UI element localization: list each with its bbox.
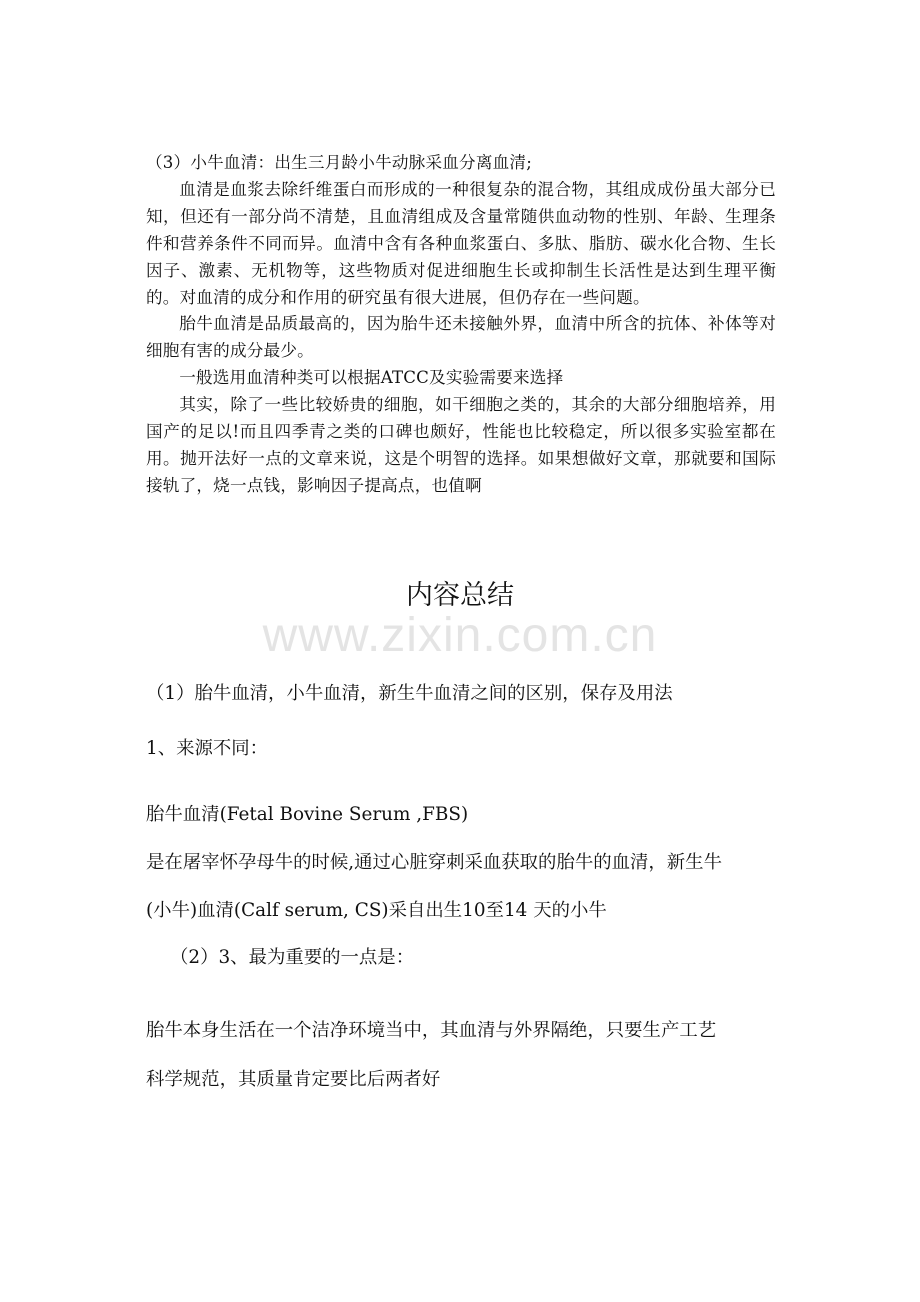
- paragraph-domestic-serum: 其实，除了一些比较娇贵的细胞，如干细胞之类的，其余的大部分细胞培养，用国产的足以!而且四季青之类的口碑也颇好，性能也比较稳定，所以很多实验室都在用。抛开法好一点的文章来说，这是个明智的选择。如果想做好文章，那就要和国际接轨了，烧一点钱，影响因子提高点，也值啊: [146, 395, 776, 495]
- summary-line-4: 是在屠宰怀孕母牛的时候,通过心脏穿刺采血获取的胎牛的血清，新生牛: [146, 852, 722, 873]
- watermark: www.zixin.com.cn: [262, 609, 658, 662]
- paragraph-calf-serum-definition: （3）小牛血清：出生三月龄小牛动脉采血分离血清;: [146, 153, 533, 172]
- summary-line-2: 1、来源不同：: [146, 738, 269, 759]
- summary-line-8: 科学规范，其质量肯定要比后两者好: [146, 1069, 441, 1090]
- top-text-block: [146, 150, 776, 500]
- section-heading: 内容总结: [406, 580, 514, 611]
- paragraph-serum-selection: 一般选用血清种类可以根据ATCC及实验需要来选择: [179, 368, 564, 388]
- summary-line-6: （2）3、最为重要的一点是：: [170, 947, 415, 968]
- summary-line-1: （1）胎牛血清，小牛血清，新生牛血清之间的区别，保存及用法: [146, 683, 673, 704]
- summary-line-5: (小牛)血清(Calf serum, CS)采自出生10至14 天的小牛: [146, 900, 607, 921]
- paragraph-serum-composition: 血清是血浆去除纤维蛋白而形成的一种很复杂的混合物，其组成成份虽大部分已知，但还有一部分尚不清楚，且血清组成及含量常随供血动物的性别、年龄、生理条件和营养条件不同而异。血清中含有各种血浆蛋白、多肽、脂肪、碳水化合物、生长因子、激素、无机物等，这些物质对促进细胞生长或抑制生长活性是达到生理平衡的。对血清的成分和作用的研究虽有很大进展，但仍存在一些问题。: [146, 179, 776, 307]
- paragraph-fbs-quality: 胎牛血清是品质最高的，因为胎牛还未接触外界，血清中所含的抗体、补体等对细胞有害的成分最少。: [146, 314, 776, 361]
- summary-line-3: 胎牛血清(Fetal Bovine Serum ,FBS): [146, 804, 469, 825]
- summary-line-7: 胎牛本身生活在一个洁净环境当中，其血清与外界隔绝，只要生产工艺: [146, 1020, 717, 1041]
